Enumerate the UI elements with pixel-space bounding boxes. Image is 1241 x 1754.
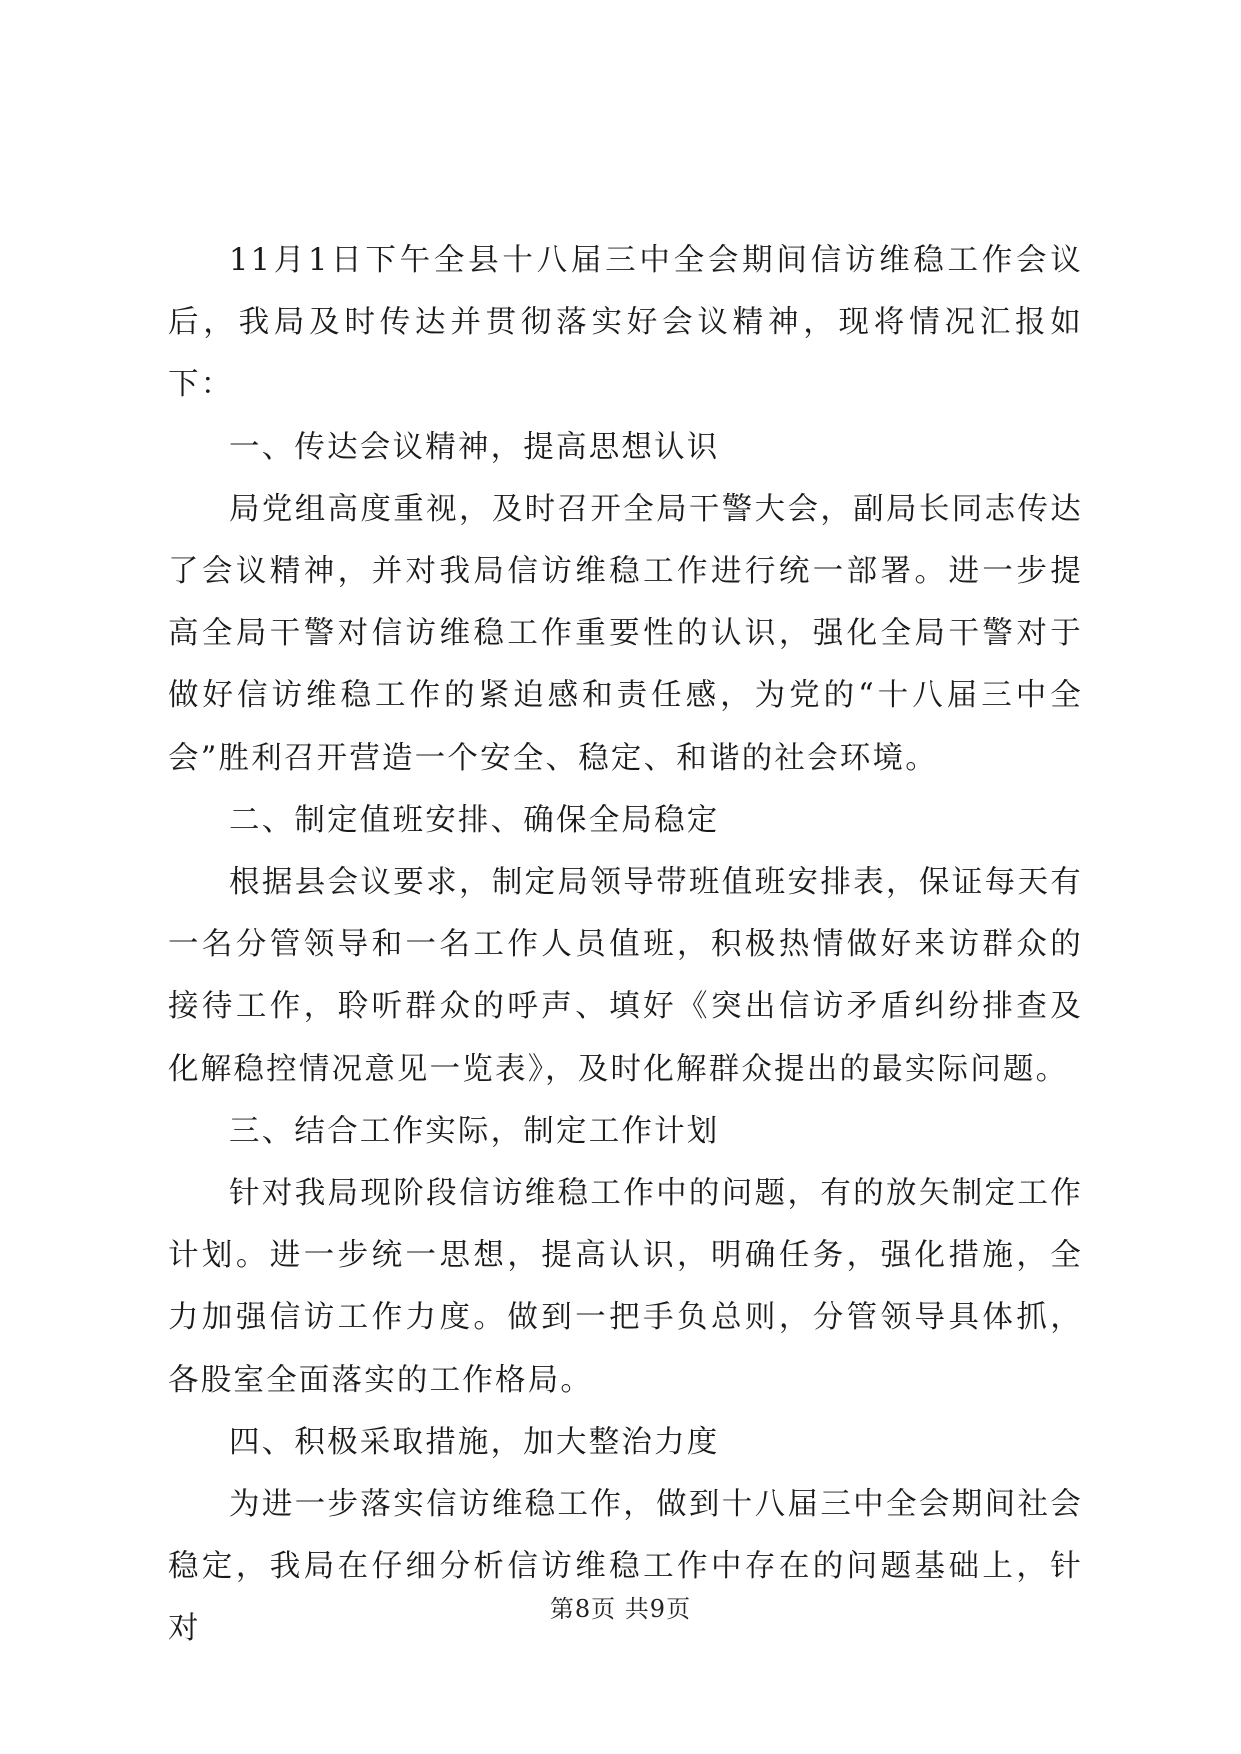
paragraph-section-3: 针对我局现阶段信访维稳工作中的问题，有的放矢制定工作计划。进一步统一思想，提高认识，明确任务，强化措施，全力加强信访工作力度。做到一把手负总则，分管领导具体抓，各股室全面落实的工作格局。 <box>168 1176 1083 1398</box>
page-footer <box>0 1592 1241 1626</box>
section-heading-2: 二、制定值班安排、确保全局稳定 <box>229 802 720 838</box>
document-body <box>168 230 1083 1661</box>
page-number: 第8页 共9页 <box>549 1595 692 1623</box>
section-heading-4: 四、积极采取措施，加大整治力度 <box>229 1424 720 1460</box>
section-heading-1: 一、传达会议精神，提高思想认识 <box>229 429 720 465</box>
section-heading-3: 三、结合工作实际，制定工作计划 <box>229 1113 720 1149</box>
paragraph-section-2: 根据县会议要求，制定局领导带班值班安排表，保证每天有一名分管领导和一名工作人员值班，积极热情做好来访群众的接待工作，聆听群众的呼声、填好《突出信访矛盾纠纷排查及化解稳控情况意见一览表》，及时化解群众提出的最实际问题。 <box>168 865 1083 1087</box>
paragraph-section-4: 为进一步落实信访维稳工作，做到十八届三中全会期间社会稳定，我局在仔细分析信访维稳工作中存在的问题基础上，针对 <box>168 1487 1083 1647</box>
paragraph-section-1: 局党组高度重视，及时召开全局干警大会，副局长同志传达了会议精神，并对我局信访维稳工作进行统一部署。进一步提高全局干警对信访维稳工作重要性的认识，强化全局干警对于做好信访维稳工作的紧迫感和责任感，为党的“十八届三中全会”胜利召开营造一个安全、稳定、和谐的社会环境。 <box>168 491 1083 776</box>
paragraph-intro: 11月1日下午全县十八届三中全会期间信访维稳工作会议后，我局及时传达并贯彻落实好会议精神，现将情况汇报如下： <box>168 243 1083 403</box>
